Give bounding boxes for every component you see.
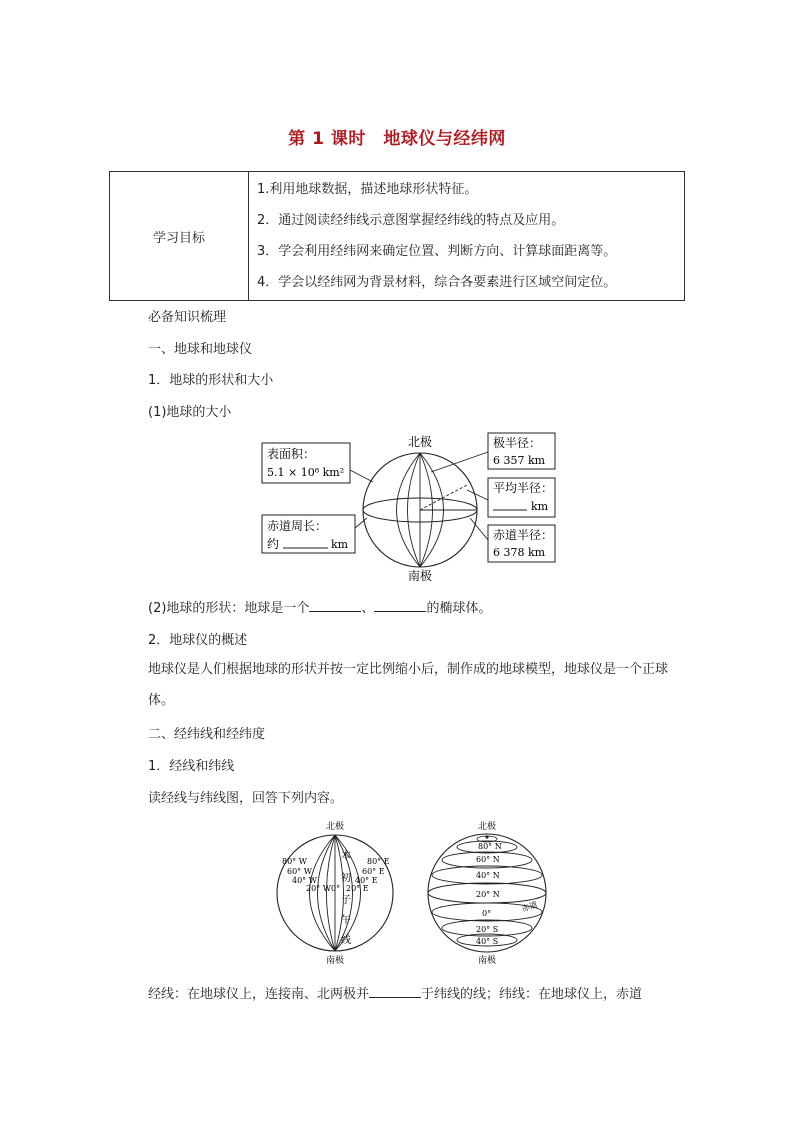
- equator-length-prefix: 约: [267, 537, 280, 551]
- part1-sub2: 2．地球仪的概述: [148, 633, 248, 648]
- meridian-definition-line: 经线：在地球仪上，连接南、北两极并 于纬线的线；纬线：在地球仪上，赤道: [148, 987, 643, 1002]
- prime-meridian-char: 线: [341, 935, 351, 946]
- learning-goals-table: [109, 171, 685, 301]
- equator-length-unit: km: [331, 538, 349, 551]
- answer-blank[interactable]: [309, 599, 361, 612]
- parallel-globe-diagram: [420, 817, 555, 967]
- part1-sub1: 1．地球的形状和大小: [148, 373, 274, 388]
- latitude-label: 20° S: [476, 925, 499, 934]
- prime-meridian-char: 子: [341, 895, 351, 906]
- south-pole-label: 南极: [407, 569, 433, 583]
- goal-item: 1.利用地球数据，描述地球形状特征。: [257, 182, 478, 197]
- longitude-label: 40° W: [292, 876, 317, 885]
- meridian-line: [397, 453, 421, 567]
- latitude-label: 80° N: [478, 842, 502, 851]
- section-heading: 必备知识梳理: [148, 310, 227, 325]
- goal-item: 3．学会利用经纬网来确定位置、判断方向、计算球面距离等。: [257, 244, 617, 259]
- globe-overview-text: 地球仪是人们根据地球的形状并按一定比例缩小后，制作成的地球模型，地球仪是一个正球体。: [148, 662, 669, 708]
- meridian-line: [408, 453, 421, 567]
- equatorial-radius-value: 6 378 km: [493, 546, 546, 559]
- latitude-label: 20° N: [476, 890, 500, 899]
- prime-meridian-char: 初: [341, 873, 351, 884]
- answer-blank[interactable]: [369, 985, 421, 998]
- longitude-label: 60° W: [287, 867, 312, 876]
- longitude-label: 0°: [331, 884, 341, 893]
- prime-meridian-char: 本: [341, 851, 351, 862]
- goals-list: [249, 172, 685, 301]
- surface-area-label: 表面积：: [267, 447, 316, 461]
- longitude-label: 20° W: [306, 884, 331, 893]
- latitude-label: 40° S: [476, 937, 499, 946]
- longitude-label: 60° E: [362, 867, 385, 876]
- polar-radius-value: 6 357 km: [493, 454, 546, 467]
- north-pole-label: 北极: [477, 822, 497, 832]
- mean-radius-label: 平均半径：: [493, 481, 554, 495]
- longitude-label: 80° W: [282, 857, 307, 866]
- part1-sub1a: (1)地球的大小: [148, 405, 232, 420]
- longitude-label: 80° E: [367, 857, 390, 866]
- surface-area-value: 5.1 × 10⁸ km²: [267, 466, 345, 479]
- polar-radius-label: 极半径：: [493, 436, 542, 450]
- equator-label: 赤道: [520, 899, 539, 914]
- part2-heading: 二、经纬线和经纬度: [148, 727, 266, 742]
- north-pole-label: 北极: [325, 822, 345, 832]
- latitude-label: 60° N: [476, 855, 500, 864]
- longitude-label: 40° E: [355, 876, 378, 885]
- earth-size-diagram: [255, 430, 565, 585]
- equator-length-label: 赤道周长：: [267, 519, 328, 533]
- goal-item: 2．通过阅读经纬线示意图掌握经纬线的特点及应用。: [257, 213, 565, 228]
- equatorial-radius-label: 赤道半径：: [493, 528, 554, 542]
- earth-shape-question: (2)地球的形状：地球是一个 、 的椭球体。: [148, 601, 492, 616]
- mean-radius-unit: km: [531, 500, 549, 513]
- latitude-label: 40° N: [476, 871, 500, 880]
- answer-blank[interactable]: [374, 599, 426, 612]
- part1-heading: 一、地球和地球仪: [148, 342, 253, 357]
- part2-sub1: 1．经线和纬线: [148, 759, 235, 774]
- goals-label: 学习目标: [110, 172, 249, 301]
- longitude-label: 20° E: [346, 884, 369, 893]
- meridian-globe-diagram: [270, 817, 400, 967]
- prime-meridian-char: 午: [341, 915, 351, 926]
- page-title: 第 1 课时 地球仪与经纬网: [288, 129, 506, 149]
- latitude-label: 0°: [482, 909, 492, 918]
- south-pole-label: 南极: [325, 956, 345, 966]
- goal-item: 4．学会以经纬网为背景材料，综合各要素进行区域空间定位。: [257, 275, 617, 290]
- north-pole-label: 北极: [407, 435, 433, 449]
- south-pole-label: 南极: [477, 956, 497, 966]
- part2-instruction: 读经线与纬线图，回答下列内容。: [148, 791, 344, 806]
